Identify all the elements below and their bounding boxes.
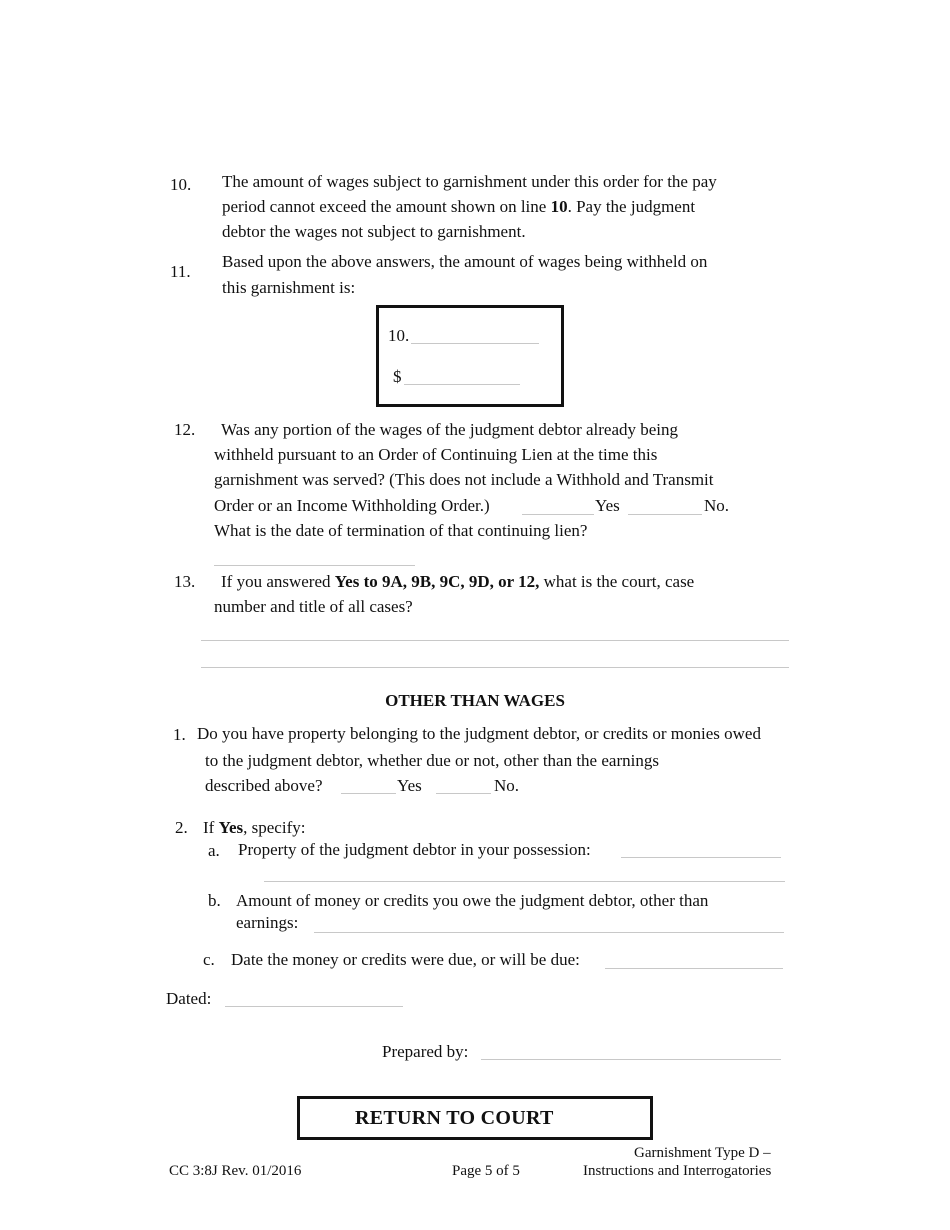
item-10-line3: debtor the wages not subject to garnishment. bbox=[222, 222, 526, 241]
item-11-number: 11. bbox=[170, 262, 191, 281]
prepared-by-field[interactable] bbox=[481, 1059, 781, 1060]
item-10-line2-end: . Pay the judgment bbox=[567, 197, 696, 216]
item-13-number: 13. bbox=[174, 572, 196, 591]
box-line-ref: 10. bbox=[388, 326, 410, 345]
other-2c-text: Date the money or credits were due, or will be due: bbox=[231, 950, 580, 969]
other-2-yes-bold: Yes bbox=[218, 818, 244, 837]
item-12-line4: Order or an Income Withholding Order.) bbox=[214, 496, 490, 515]
cases-answer-line-2[interactable] bbox=[201, 667, 789, 668]
return-to-court-label: RETURN TO COURT bbox=[355, 1107, 554, 1129]
other-1-yes-blank[interactable] bbox=[341, 793, 396, 794]
other-2b-text1: Amount of money or credits you owe the judgment debtor, other than bbox=[236, 891, 709, 910]
item-13-text-end: what is the court, case bbox=[539, 572, 695, 591]
other-1-line2: to the judgment debtor, whether due or not, other than the earnings bbox=[205, 751, 659, 770]
other-2c-letter: c. bbox=[203, 950, 215, 969]
other-2-number: 2. bbox=[175, 818, 188, 837]
termination-date-field[interactable] bbox=[214, 565, 415, 566]
item-12-line3: garnishment was served? (This does not include a Withhold and Transmit bbox=[214, 470, 714, 489]
return-to-court-box bbox=[297, 1096, 653, 1140]
box-dollar-sign: $ bbox=[393, 367, 402, 386]
item-12-no-label: No. bbox=[704, 496, 730, 515]
other-1-number: 1. bbox=[173, 725, 186, 744]
item-13-bold-refs: Yes to 9A, 9B, 9C, 9D, or 12, bbox=[334, 572, 540, 591]
other-2b-text2: earnings: bbox=[236, 913, 299, 932]
other-2a-letter: a. bbox=[208, 841, 220, 860]
prepared-by-label: Prepared by: bbox=[382, 1042, 469, 1061]
other-1-line3: described above? bbox=[205, 776, 323, 795]
page-number: Page 5 of 5 bbox=[452, 1163, 520, 1179]
item-13-line2: number and title of all cases? bbox=[214, 597, 413, 616]
item-12-yes-label: Yes bbox=[595, 496, 620, 515]
item-12-yes-blank[interactable] bbox=[522, 514, 594, 515]
other-2-intro bbox=[203, 818, 305, 838]
other-1-line1: Do you have property belonging to the judgment debtor, or credits or monies owed bbox=[197, 724, 761, 743]
other-2b-letter: b. bbox=[208, 891, 221, 910]
item-12-no-blank[interactable] bbox=[628, 514, 702, 515]
property-in-possession-line-2[interactable] bbox=[264, 881, 785, 882]
item-10-line-ref: 10 bbox=[550, 197, 568, 216]
other-1-no-label: No. bbox=[494, 776, 520, 795]
money-owed-field[interactable] bbox=[314, 932, 784, 933]
due-date-field[interactable] bbox=[605, 968, 783, 969]
other-2a-text: Property of the judgment debtor in your possession: bbox=[238, 840, 591, 859]
item-12-line2: withheld pursuant to an Order of Continuing Lien at the time this bbox=[214, 445, 658, 464]
form-title-line1: Garnishment Type D – bbox=[634, 1145, 771, 1161]
item-10-line2-text: period cannot exceed the amount shown on line bbox=[222, 197, 551, 216]
other-1-yes-label: Yes bbox=[397, 776, 422, 795]
item-12-number: 12. bbox=[174, 420, 196, 439]
other-2-if: If bbox=[203, 818, 219, 837]
form-number: CC 3:8J Rev. 01/2016 bbox=[169, 1163, 302, 1179]
dated-field[interactable] bbox=[225, 1006, 403, 1007]
item-10-line1: The amount of wages subject to garnishment under this order for the pay bbox=[222, 172, 717, 191]
item-10-number: 10. bbox=[170, 175, 192, 194]
box-line-ref-field[interactable] bbox=[411, 343, 539, 344]
item-10-line2 bbox=[222, 197, 695, 217]
box-amount-field[interactable] bbox=[404, 384, 520, 385]
withheld-amount-box bbox=[376, 305, 564, 407]
item-13-text: If you answered bbox=[221, 572, 335, 591]
item-13-line1 bbox=[221, 572, 694, 592]
cases-answer-line-1[interactable] bbox=[201, 640, 789, 641]
dated-label: Dated: bbox=[166, 989, 212, 1008]
other-2-specify: , specify: bbox=[243, 818, 306, 837]
item-12-line5: What is the date of termination of that continuing lien? bbox=[214, 521, 588, 540]
item-11-line2: this garnishment is: bbox=[222, 278, 356, 297]
other-than-wages-heading: OTHER THAN WAGES bbox=[385, 691, 565, 710]
property-in-possession-field[interactable] bbox=[621, 857, 781, 858]
item-11-line1: Based upon the above answers, the amount of wages being withheld on bbox=[222, 252, 708, 271]
form-title-line2: Instructions and Interrogatories bbox=[583, 1163, 772, 1179]
other-1-no-blank[interactable] bbox=[436, 793, 491, 794]
item-12-line1: Was any portion of the wages of the judgment debtor already being bbox=[221, 420, 679, 439]
